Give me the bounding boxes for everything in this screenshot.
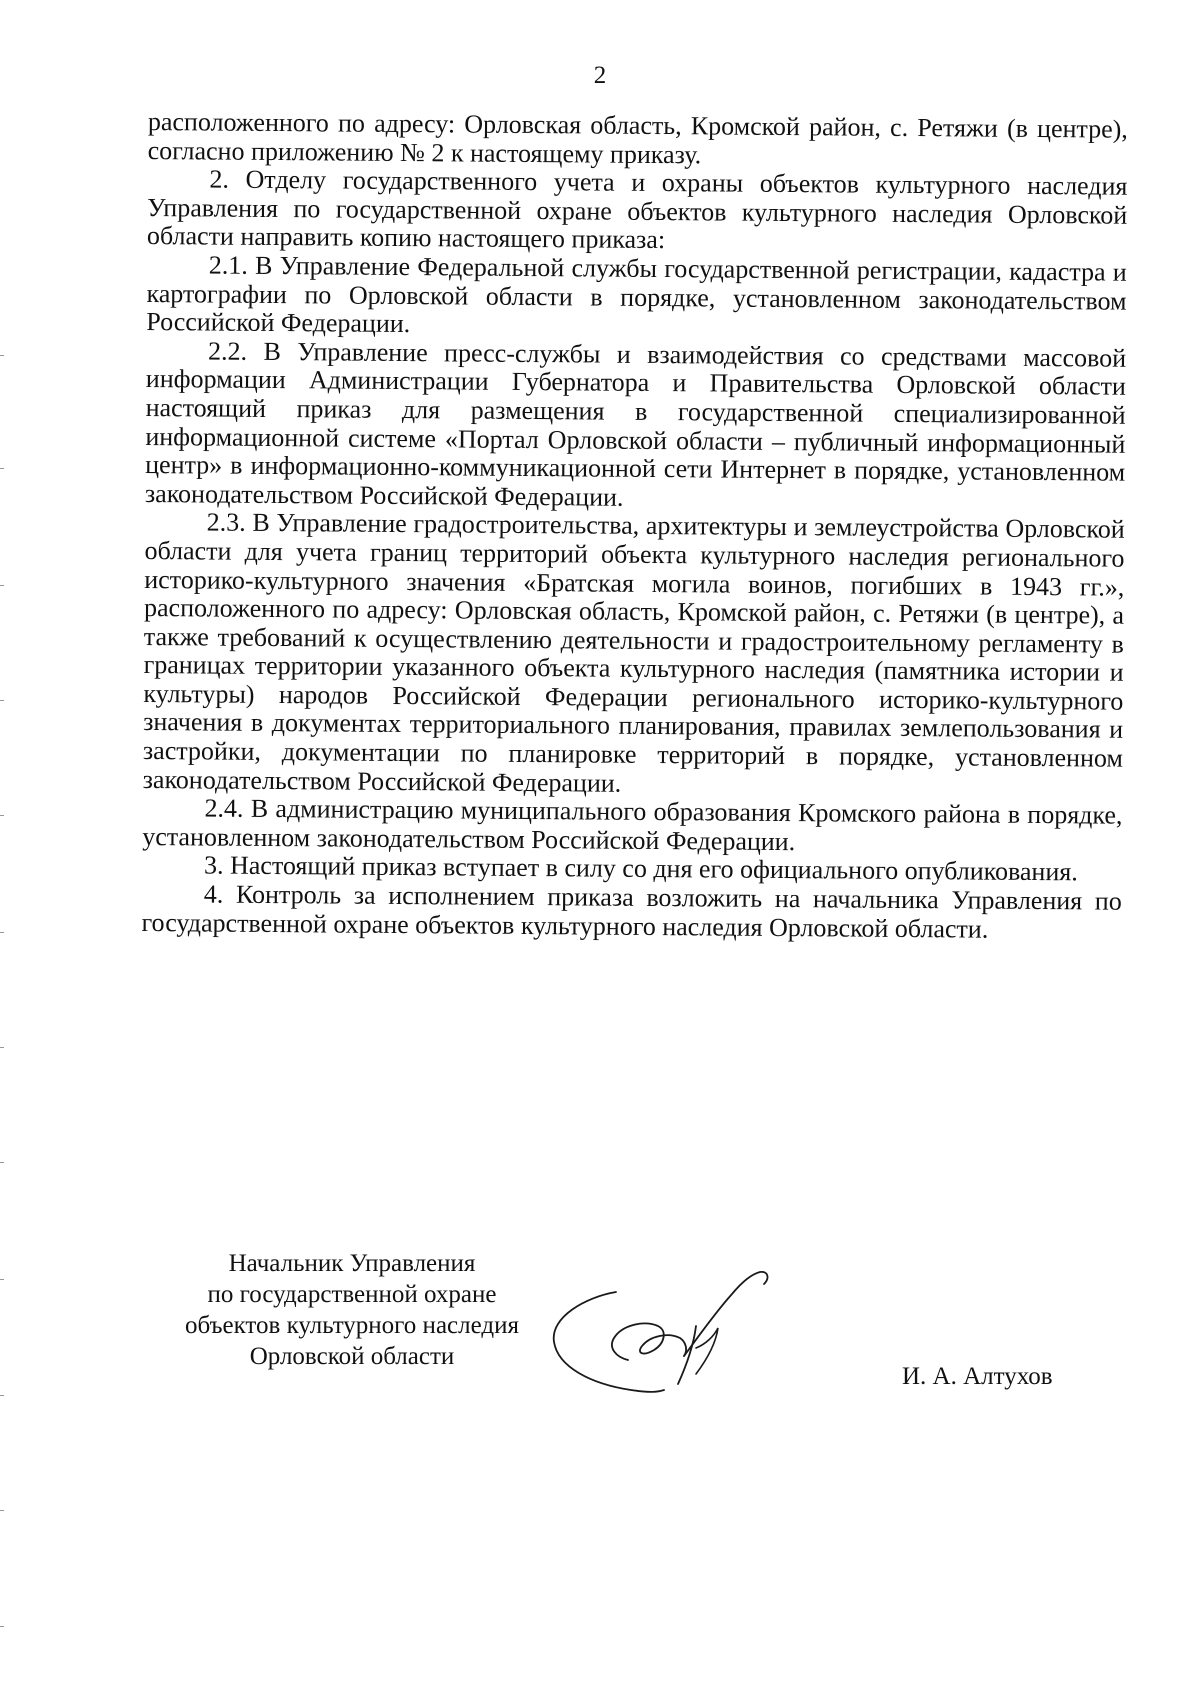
scan-mark xyxy=(0,1162,4,1163)
paragraph-item-2-2: 2.2. В Управление пресс-службы и взаимодействия со средствами массовой информации Администрации Губернатора и Правительства Орловской области настоящий приказ для размещения в государственной специализированной информационной системе «Портал Орловской области – публичный информационный центр» в информационно-коммуникационной сети Интернет в порядке, установленном законодательством Российской Федерации. xyxy=(144,336,1127,512)
paragraph-item-2-4: 2.4. В администрацию муниципального образования Кромского района в порядке, установленном законодательством Российской Федерации. xyxy=(142,793,1123,856)
paragraph-continuation: расположенного по адресу: Орловская область, Кромской район, с. Ретяжи (в центре), согласно приложению № 2 к настоящему приказу. xyxy=(147,107,1128,169)
scan-mark xyxy=(0,468,4,469)
document-body xyxy=(141,108,1127,945)
scan-mark xyxy=(0,932,4,933)
scan-mark xyxy=(0,700,4,701)
signer-name: И. А. Алтухов xyxy=(902,1363,1053,1390)
signatory-position-line-1: Начальник Управления xyxy=(228,1250,476,1277)
signatory-position xyxy=(152,1248,552,1372)
scan-mark xyxy=(0,1279,4,1280)
page-number: 2 xyxy=(593,62,607,89)
scan-mark xyxy=(0,1510,4,1511)
scan-mark xyxy=(0,1395,4,1396)
signatory-position-line-4: Орловской области xyxy=(249,1343,455,1370)
scan-mark xyxy=(0,1626,4,1627)
scan-mark xyxy=(0,355,4,356)
scan-mark xyxy=(0,1047,4,1048)
scan-mark xyxy=(0,815,4,816)
paragraph-item-2-1: 2.1. В Управление Федеральной службы государственной регистрации, кадастра и картографии по Орловской области в порядке, установленном законодательством Российской Федерации. xyxy=(146,250,1127,339)
paragraph-item-3: 3. Настоящий приказ вступает в силу со дня его официального опубликования. xyxy=(203,850,1078,887)
scan-mark xyxy=(0,585,4,586)
paragraph-item-4: 4. Контроль за исполнением приказа возложить на начальника Управления по государственной охране объектов культурного наследия Орловской области. xyxy=(141,879,1122,944)
handwritten-signature xyxy=(546,1262,816,1402)
signatory-position-line-2: по государственной охране xyxy=(207,1281,497,1308)
signatory-position-line-3: объектов культурного наследия xyxy=(185,1312,519,1339)
paragraph-item-2-3: 2.3. В Управление градостроительства, архитектуры и землеустройства Орловской области для учета границ территорий объекта культурного наследия регионального историко-культурного значения «Братская могила воинов, погибших в 1943 гг.», расположенного по адресу: Орловская область, Кромской район, с. Ретяжи (в центре), а также требований к осуществлению деятельности и градостроительному регламенту в границах территории указанного объекта культурного наследия (памятника истории и культуры) народов Российской Федерации регионального историко-культурного значения в документах территориального планирования, правилах землепользования и застройки, документации по планировке территорий в порядке, установленном законодательством Российской Федерации. xyxy=(142,507,1125,798)
paragraph-item-2: 2. Отделу государственного учета и охраны объектов культурного наследия Управления по государственной охране объектов культурного наследия Орловской области направить копию настоящего приказа: xyxy=(146,164,1128,255)
